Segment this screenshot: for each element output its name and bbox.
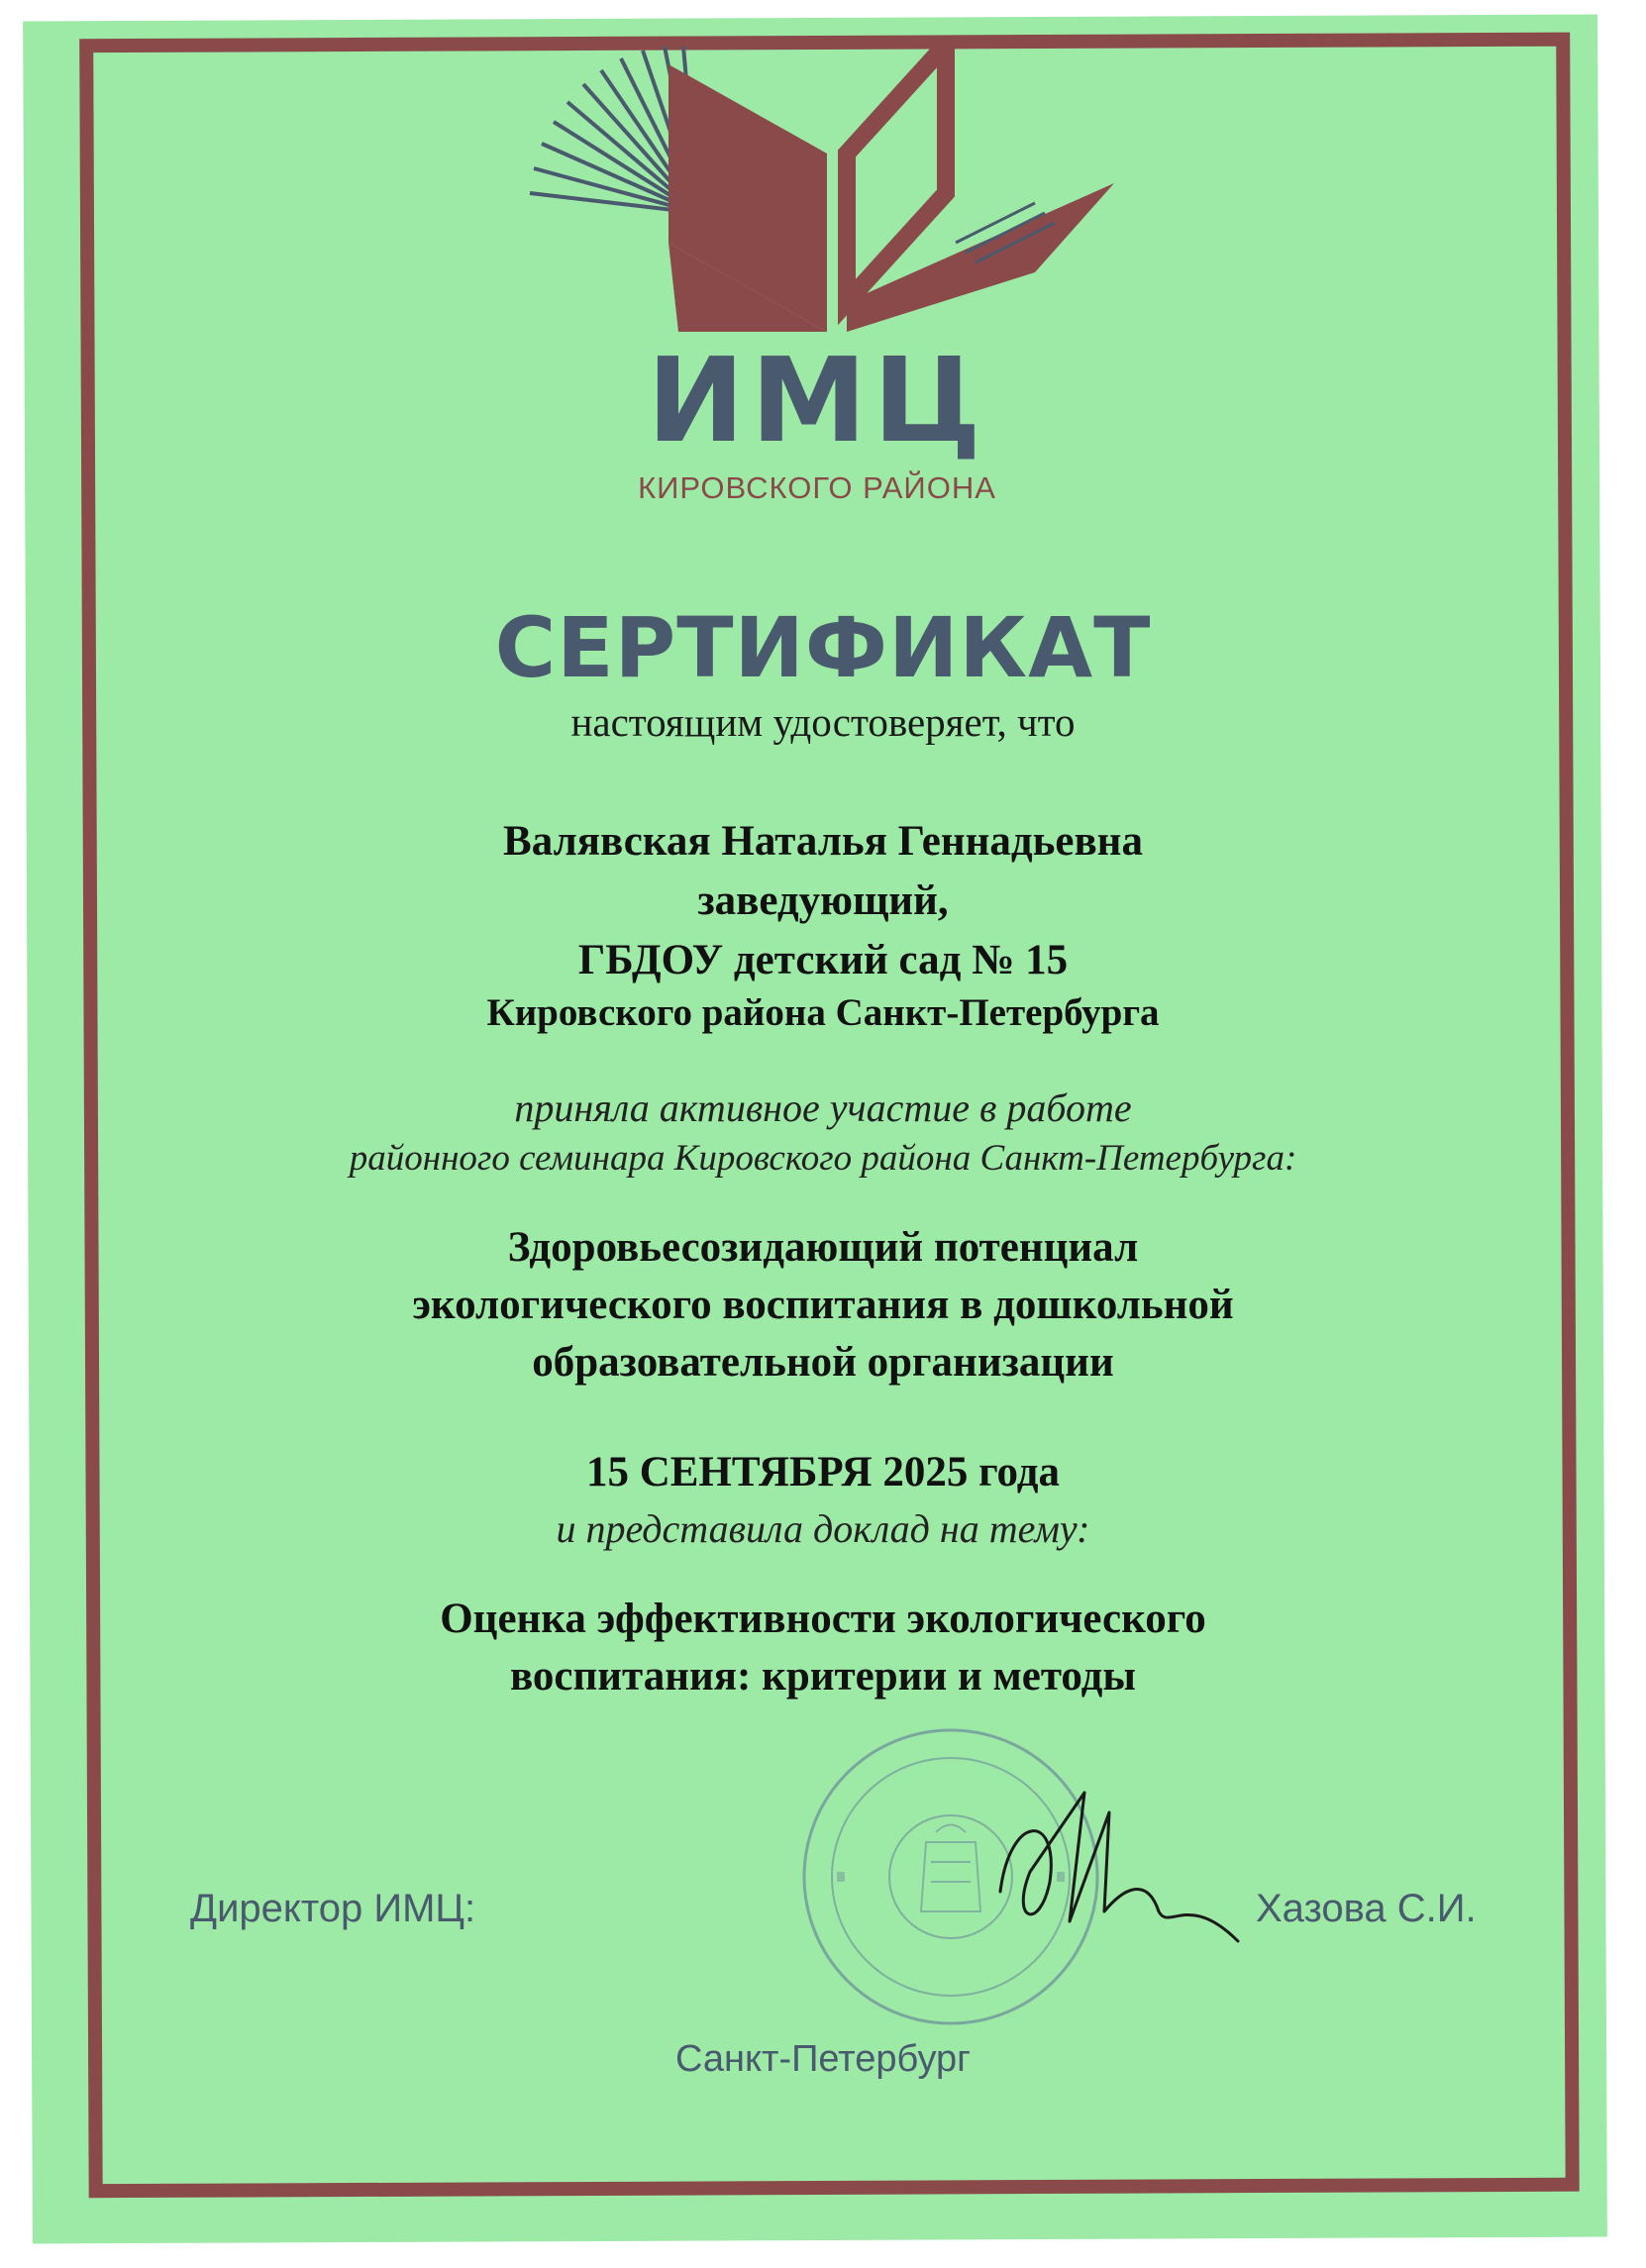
report-title-line-2: воспитания: критерии и методы [509, 1653, 1137, 1700]
director-label: Директор ИМЦ: [190, 1887, 476, 1930]
participation-line-2: районного семинара Кировского района Санкт-Петербурга: [349, 1138, 1297, 1179]
logo-wordmark: ИМЦ [647, 332, 987, 468]
certificate-title: СЕРТИФИКАТ [494, 599, 1152, 696]
recipient-district: Кировского района Санкт-Петербурга [486, 991, 1160, 1034]
recipient-organization: ГБДОУ детский сад № 15 [577, 937, 1069, 983]
recipient-position: заведующий, [697, 877, 949, 924]
city-name: Санкт-Петербург [674, 2038, 972, 2080]
imc-logo [520, 45, 1114, 505]
director-signature [990, 1773, 1248, 1961]
participation-line-1: приняла активное участие в работе [514, 1085, 1132, 1130]
report-intro: и представила доклад на тему: [556, 1506, 1090, 1551]
seminar-title-line-1: Здоровьесозидающий потенциал [507, 1224, 1139, 1271]
logo-subtitle: КИРОВСКОГО РАЙОНА [638, 470, 996, 505]
certificate-subtitle: настоящим удостоверяет, что [570, 699, 1076, 745]
report-title-line-1: Оценка эффективности экологического [440, 1596, 1206, 1642]
director-name: Хазова С.И. [1256, 1887, 1477, 1930]
imc-logo-emblem [520, 45, 1114, 342]
seminar-title-line-2: экологического воспитания в дошкольной [412, 1282, 1234, 1328]
event-date: 15 СЕНТЯБРЯ 2025 года [585, 1449, 1061, 1495]
recipient-name: Валявская Наталья Геннадьевна [503, 818, 1143, 865]
seminar-title-line-3: образовательной организации [532, 1339, 1114, 1386]
